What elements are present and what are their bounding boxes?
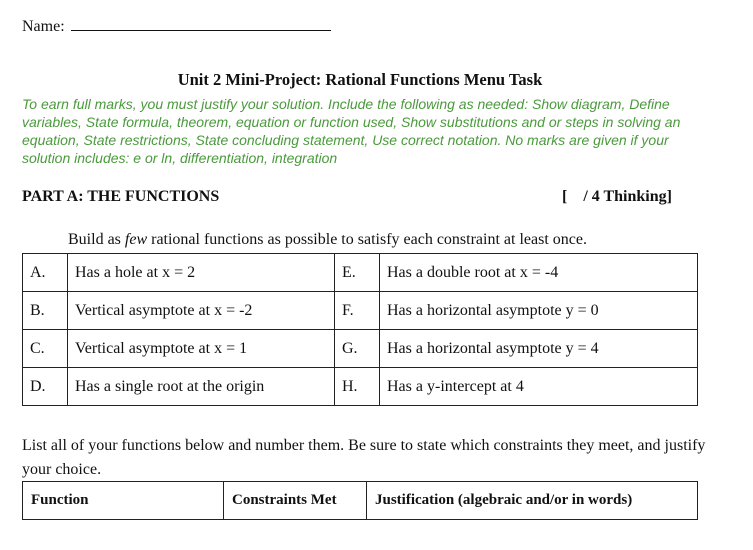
column-header-constraints: Constraints Met <box>224 482 367 520</box>
constraint-letter: F. <box>335 292 380 330</box>
table-header-row <box>23 482 698 520</box>
instructions-text: To earn full marks, you must justify your solution. Include the following as needed: Show diagram, Define variables, State formula, theorem, equation or function used, Show substitutions and or steps in solving an equation, State restrictions, State concluding statement, Use correct notation. No marks are given if your solution includes: e or ln, differentiation, integration <box>22 96 681 166</box>
name-field <box>22 16 331 36</box>
part-a-marks: [ / 4 Thinking] <box>562 188 672 205</box>
intro-before: Build as <box>68 231 125 248</box>
functions-table <box>22 481 698 520</box>
constraint-text: Has a hole at x = 2 <box>68 254 335 292</box>
constraint-text: Vertical asymptote at x = 1 <box>68 330 335 368</box>
constraint-letter: C. <box>23 330 68 368</box>
constraint-letter: E. <box>335 254 380 292</box>
constraint-text: Has a double root at x = -4 <box>380 254 698 292</box>
constraint-letter: D. <box>23 368 68 406</box>
part-a-heading: PART A: THE FUNCTIONS <box>22 188 220 205</box>
page-title: Unit 2 Mini-Project: Rational Functions Menu Task <box>177 70 543 89</box>
table-row <box>23 368 698 406</box>
table-row <box>23 330 698 368</box>
intro-after: rational functions as possible to satisfy each constraint at least once. <box>147 231 587 248</box>
constraint-text: Has a horizontal asymptote y = 0 <box>380 292 698 330</box>
constraint-letter: H. <box>335 368 380 406</box>
name-blank-line[interactable] <box>71 16 331 31</box>
column-header-function: Function <box>23 482 224 520</box>
column-header-justification: Justification (algebraic and/or in words) <box>367 482 698 520</box>
constraint-text: Vertical asymptote at x = -2 <box>68 292 335 330</box>
table-row <box>23 292 698 330</box>
name-label: Name: <box>22 18 65 35</box>
constraint-text: Has a y-intercept at 4 <box>380 368 698 406</box>
constraints-intro <box>68 231 587 249</box>
constraint-letter: G. <box>335 330 380 368</box>
intro-emphasis: few <box>124 231 148 248</box>
table-row <box>23 254 698 292</box>
constraints-table <box>22 253 698 406</box>
constraint-letter: B. <box>23 292 68 330</box>
list-instructions: List all of your functions below and number them. Be sure to state which constraints they meet, and justify your choice. <box>22 437 706 478</box>
constraint-letter: A. <box>23 254 68 292</box>
constraint-text: Has a single root at the origin <box>68 368 335 406</box>
constraint-text: Has a horizontal asymptote y = 4 <box>380 330 698 368</box>
